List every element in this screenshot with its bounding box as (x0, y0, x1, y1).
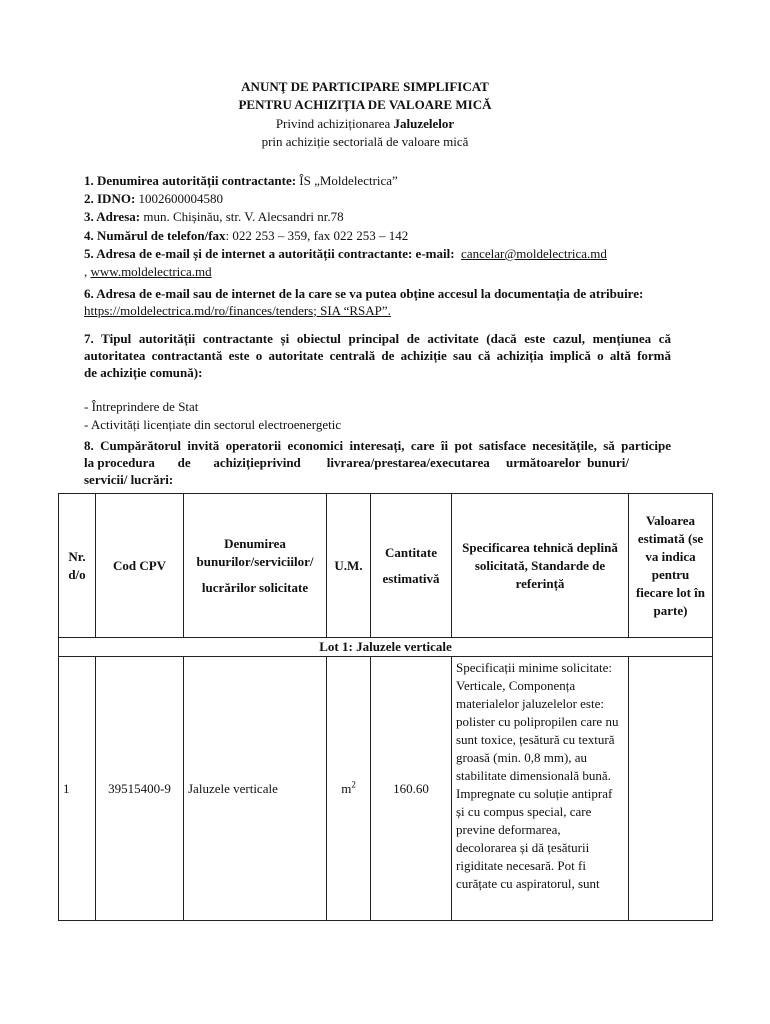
website-link[interactable]: www.moldelectrica.md (90, 264, 212, 279)
col-header-specification: Specificarea tehnică deplină solicitată, Standarde de referință (452, 494, 629, 638)
col-header-name-l2: lucrărilor solicitate (201, 579, 309, 595)
table-row (59, 657, 713, 921)
row-name: Jaluzele verticale (184, 657, 327, 921)
col-header-name-l1: Denumirea bunurilor/serviciilor/ (196, 535, 314, 569)
col-header-um: U.M. (327, 494, 371, 638)
item-1-value: ÎS „Moldelectrica” (296, 173, 398, 188)
col-header-quantity-l2: estimativă (382, 570, 440, 586)
row-nr: 1 (59, 657, 96, 921)
doc-title-line2: PENTRU ACHIZIŢIA DE VALOARE MICĂ (238, 97, 492, 112)
item-email-internet (84, 245, 684, 262)
item-8-line2: la procedura de achizițieprivind livrarea/prestarea/executarea următoarelor bunuri/ (84, 455, 629, 470)
row-quantity: 160.60 (371, 657, 452, 921)
item-documentation-access (84, 285, 684, 302)
doc-title-line1: ANUNŢ DE PARTICIPARE SIMPLIFICAT (241, 79, 489, 94)
item-5-label: 5. Adresa de e-mail și de internet a autorității contractante: e-mail: (84, 246, 455, 261)
row-um-unit: m (341, 780, 352, 796)
item-3-value: mun. Chișinău, str. V. Alecsandri nr.78 (140, 209, 344, 224)
table-header-row (59, 494, 713, 638)
item-7-line3: de achiziție comună): (84, 365, 203, 380)
col-header-quantity (371, 494, 452, 638)
item-6-rest: ; SIA “RSAP”. (313, 303, 391, 318)
item-2-value: 1002600004580 (135, 191, 224, 206)
item-7-line1: 7. Tipul autorității contractante și obiectul principal de activitate (dacă este cazul, mențiunea că (84, 331, 671, 346)
row-cpv: 39515400-9 (96, 657, 184, 921)
item-8-line3: servicii/ lucrări: (84, 472, 174, 487)
item-authority-name (84, 172, 684, 189)
activity-state-enterprise: - Întreprindere de Stat (84, 399, 199, 414)
item-1-label: 1. Denumirea autorității contractante: (84, 173, 297, 188)
subtitle-prefix: Privind achiziționarea (275, 116, 394, 131)
activity-licensed: - Activități licențiate din sectorul electroenergetic (84, 417, 342, 432)
lot-row (59, 638, 713, 657)
item-7-line2: autoritatea contractantă este o autoritate centrală de achiziție sau că achiziția implică o altă formă (84, 348, 671, 363)
item-6-label: 6. Adresa de e-mail sau de internet de la care se va putea obține accesul la documentația de atribuire: (84, 286, 644, 301)
row-um (327, 657, 371, 921)
row-specification: Specificații minime solicitate: Verticale, Componența materialelor jaluzelelor este: polister cu polipropilen care nu sunt toxice, țesătură cu textură groasă (min. 0,8 mm), au stabilitate dimensională bună. Impregnate cu soluție antipraf și cu compus special, care previne deformarea, decolorarea și dă țesăturii rigiditate necesară. Pot fi curățate cu aspiratorul, sunt (452, 657, 629, 921)
item-address (84, 208, 684, 225)
col-header-name (184, 494, 327, 638)
item-4-label: 4. Numărul de telefon/fax (84, 228, 226, 243)
item-phone-fax (84, 227, 684, 244)
col-header-cpv: Cod CPV (96, 494, 184, 638)
doc-subtitle (0, 115, 730, 132)
col-header-nr: Nr. d/o (59, 494, 96, 638)
col-header-value: Valoarea estimată (se va indica pentru fiecare lot în parte) (629, 494, 713, 638)
item-5-comma: , (84, 264, 91, 279)
doc-procedure-type: prin achiziție sectorială de valoare mică (261, 134, 469, 149)
item-authority-type (84, 330, 671, 381)
col-header-quantity-l1: Cantitate (385, 544, 437, 560)
item-invitation (84, 437, 671, 488)
item-3-label: 3. Adresa: (84, 209, 141, 224)
tenders-link[interactable]: https://moldelectrica.md/ro/finances/tenders (84, 303, 314, 318)
email-link[interactable]: cancelar@moldelectrica.md (461, 246, 607, 261)
item-8-line1: 8. Cumpărătorul invită operatorii economici interesați, care îi pot satisface necesitățile, să participe (84, 438, 671, 453)
item-2-label: 2. IDNO: (84, 191, 136, 206)
item-idno (84, 190, 684, 207)
row-um-exponent: 2 (351, 779, 356, 790)
item-documentation-link-line (84, 302, 684, 319)
row-value (629, 657, 713, 921)
lot-1-title: Lot 1: Jaluzele verticale (59, 638, 713, 657)
subtitle-object: Jaluzelelor (393, 116, 455, 131)
procurement-table (58, 493, 713, 921)
item-4-value: : 022 253 – 359, fax 022 253 – 142 (225, 228, 409, 243)
item-website-line (84, 263, 684, 280)
